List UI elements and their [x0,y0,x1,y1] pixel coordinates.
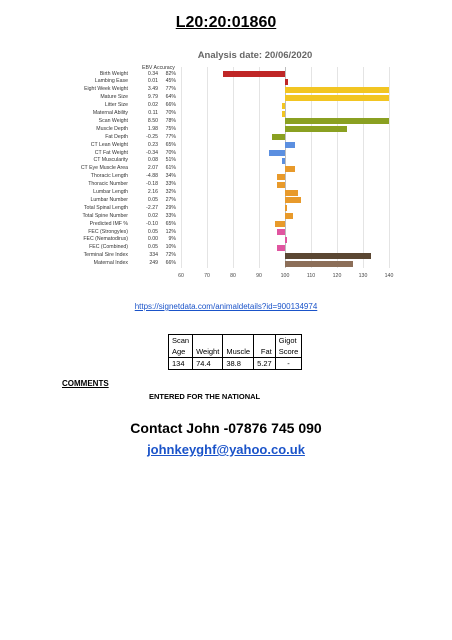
trait-bar [277,229,285,235]
trait-bar [269,150,285,156]
trait-label: CT Eye Muscle Area [80,165,128,172]
trait-bar [285,213,293,219]
trait-bar [285,142,295,148]
trait-label: Fat Depth [105,133,128,140]
trait-bar [275,221,285,227]
x-tick-label: 110 [306,273,316,279]
accuracy-value: 51% [165,157,176,164]
gridline [207,67,208,268]
gridline [259,67,260,268]
trait-bar [277,245,285,251]
x-tick-label: 60 [178,273,184,279]
trait-bar [272,134,285,140]
trait-bar [282,103,285,109]
trait-bar [285,197,301,203]
trait-bar [285,166,295,172]
comments-label: COMMENTS [62,379,109,388]
trait-label: Total Spinal Length [83,204,128,211]
ebv-value: 3.49 [147,86,158,93]
trait-label: CT Muscularity [93,157,128,164]
trait-label: Lumbar Length [93,189,128,195]
comments-text: ENTERED FOR THE NATIONAL [149,392,261,401]
accuracy-value: 34% [165,173,176,180]
trait-label: Muscle Depth [96,125,128,132]
accuracy-value: 33% [165,212,176,219]
ebv-value: 1.98 [147,125,158,132]
scan-table [168,334,302,370]
ebv-value: 249 [149,260,158,267]
accuracy-value: 45% [165,78,176,85]
trait-bar [285,87,389,93]
header-cell [193,335,223,347]
trait-label: CT Lean Weight [90,141,128,148]
ebv-value: 2.16 [147,189,158,195]
ebv-value: 334 [149,252,158,259]
accuracy-value: 65% [165,220,176,227]
trait-label: Litter Size [104,102,128,109]
x-tick-label: 100 [280,273,290,279]
accuracy-value: 65% [165,141,176,148]
trait-label: FEC (Combined) [89,244,128,251]
accuracy-value: 64% [165,94,176,101]
chart-subtitle: Analysis date: 20/06/2020 [197,50,313,61]
ebv-value: 0.34 [147,70,158,77]
x-tick-label: 90 [256,273,262,279]
header-cell: Gigot [275,335,302,347]
accuracy-value: 77% [165,86,176,93]
gridline [389,67,390,268]
accuracy-value: 77% [165,133,176,140]
accuracy-value: 75% [165,125,176,132]
accuracy-value: 27% [165,196,176,203]
accuracy-value: 66% [165,260,176,267]
trait-label: Eight Week Weight [84,86,128,93]
ebv-value: -4.88 [146,173,158,180]
ebv-value: -0.25 [146,133,158,140]
trait-bar [223,71,285,77]
accuracy-value: 72% [165,252,176,259]
x-tick-label: 80 [230,273,236,279]
trait-label: Total Spine Number [82,212,128,219]
header-cell: Muscle [223,346,254,358]
ebv-value: 8.50 [147,117,158,124]
ebv-value: 0.05 [147,196,158,203]
ebv-value: -0.34 [146,149,158,156]
trait-label: Maternal Ability [92,110,128,116]
contact-line: Contact John -07876 745 090 [130,420,322,436]
trait-bar [285,261,353,267]
x-tick-label: 140 [384,273,394,279]
trait-bar [282,158,285,164]
ebv-value: 0.02 [147,212,158,219]
ebv-value: 0.05 [147,228,158,235]
gridline [181,67,182,268]
trait-bar [285,237,287,243]
header-cell [254,335,276,347]
trait-bar [285,205,287,211]
trait-label: Lambing Ease [94,78,128,85]
header-cell: Scan [169,335,193,347]
trait-bar [285,95,389,101]
signet-link[interactable]: https://signetdata.com/animaldetails?id=900134974 [134,302,318,311]
header-cell: Weight [193,346,223,358]
x-tick-label: 120 [332,273,342,279]
x-tick-label: 70 [204,273,210,279]
ebv-value: 0.23 [147,141,158,148]
value-cell: 74.4 [193,358,223,370]
trait-label: CT Fat Weight [94,149,128,156]
scan-table-header-bottom [169,346,302,358]
ebv-value: 0.08 [147,157,158,164]
x-tick-label: 130 [358,273,368,279]
trait-label: Maternal Index [93,260,128,267]
header-cell: Age [169,346,193,358]
accuracy-value: 61% [165,165,176,172]
accuracy-value: 10% [165,244,176,251]
trait-label: Thoracic Number [88,181,128,188]
scan-table-header-top [169,335,302,347]
trait-bar [277,174,285,180]
trait-label: Lumbar Number [90,196,128,203]
ebv-accuracy-header: EBV Accuracy [142,65,175,71]
header-cell: Fat [254,346,276,358]
ebv-value: 0.11 [148,110,158,116]
accuracy-value: 32% [165,189,176,195]
trait-bar [285,253,371,259]
accuracy-value: 66% [165,102,176,109]
ebv-value: 0.05 [147,244,158,251]
trait-bar [277,182,285,188]
trait-label: Predicted IMF % [89,220,128,227]
accuracy-value: 9% [168,236,176,243]
contact-email-link[interactable]: johnkeyghf@yahoo.co.uk [147,442,305,457]
scan-table-row [169,358,302,370]
accuracy-value: 78% [165,117,176,124]
ebv-value: 0.02 [147,102,158,109]
ebv-value: 9.79 [147,94,158,101]
ebv-value: -0.10 [146,220,158,227]
accuracy-value: 70% [165,149,176,156]
ebv-value: -2.27 [146,204,158,211]
trait-label: Terminal Sire Index [83,252,128,259]
ebv-value: -0.18 [146,181,158,188]
trait-bar [285,79,288,85]
trait-bar [285,118,389,124]
trait-label: Birth Weight [99,70,128,77]
accuracy-value: 12% [165,228,176,235]
trait-label: Mature Size [100,94,128,101]
value-cell: 5.27 [254,358,276,370]
header-cell [223,335,254,347]
accuracy-value: 33% [165,181,176,188]
ebv-value: 2.07 [147,165,158,172]
value-cell: - [275,358,302,370]
ebv-value: 0.00 [147,236,158,243]
ebv-value: 0.01 [147,78,158,85]
trait-label: Scan Weight [98,117,128,124]
trait-bar [285,126,347,132]
trait-bar [282,111,285,117]
accuracy-value: 70% [165,110,176,116]
accuracy-value: 82% [165,70,176,77]
trait-bar [285,190,298,196]
trait-label: FEC (Nematodirus) [83,236,128,243]
animal-id-title: L20:20:01860 [175,14,277,31]
value-cell: 38.8 [223,358,254,370]
trait-label: Thoracic Length [90,173,128,180]
header-cell: Score [275,346,302,358]
gridline [233,67,234,268]
value-cell: 134 [169,358,193,370]
accuracy-value: 29% [165,204,176,211]
trait-label: FEC (Strongyles) [88,228,128,235]
